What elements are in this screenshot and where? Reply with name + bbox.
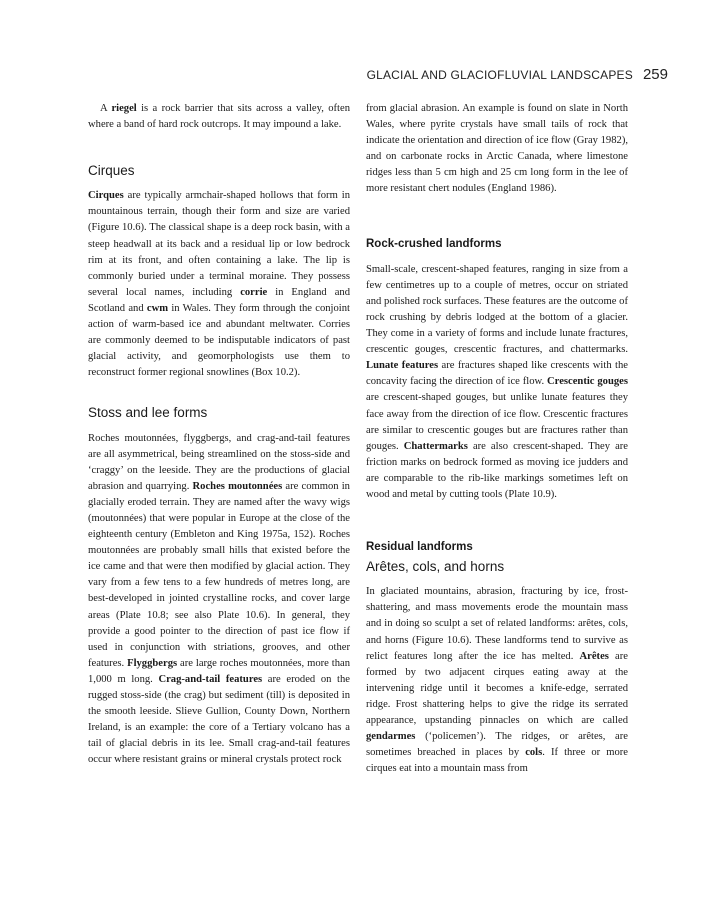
term-corrie: corrie: [240, 286, 268, 298]
term-flyggbergs: Flyggbergs: [127, 657, 178, 669]
heading-aretes-cols-horns: Arêtes, cols, and horns: [366, 559, 505, 575]
running-head-title: GLACIAL AND GLACIOFLUVIAL LANDSCAPES: [366, 68, 633, 82]
term-cirques: Cirques: [88, 190, 124, 202]
riegel-paragraph: A riegel is a rock barrier that sits across a valley, often where a band of hard rock outcrops. It may impound a lake.: [88, 103, 351, 131]
left-column: [88, 101, 350, 768]
right-column: [366, 101, 628, 777]
rock-crushed-paragraph: Small-scale, crescent-shaped features, ranging in size from a few centimetres up to a couple of metres, occur on striated and polished rock surfaces. These features are the outcome of rock crushing by debris lodged at the bottom of a glacier. They come in a variety of forms and include lunate fractures, crescentic gouges, crescentic fractures, and chattermarks. Lunate features are fractures shaped like crescents with the concavity facing the direction of ice flow. Crescentic gouges are crescent-shaped gouges, but unlike lunate features they face away from the direction of ice flow. Crescentic fractures are similar to crescentic gouges but are fractures rather than gouges. Chattermarks are also crescent-shaped. They are friction marks on bedrock formed as moving ice judders and are comparable to the rib-like markings sometimes left on wood and metal by cutting tools (Plate 10.9).: [366, 263, 628, 500]
heading-stoss-lee: Stoss and lee forms: [88, 405, 208, 421]
heading-rock-crushed: Rock-crushed landforms: [366, 237, 502, 250]
term-crescentic-gouges: Crescentic gouges: [547, 376, 628, 388]
continuation-paragraph: from glacial abrasion. An example is found on slate in North Wales, where pyrite crystals have small tails of rock that indicate the orientation and direction of ice flow (Gray 1982), and on carbonate rocks in Arctic Canada, where limestone ridges less than 5 cm high and 25 cm long form in the lee of more resistant chert nodules (England 1986).: [366, 103, 628, 195]
heading-residual-landforms: Residual landforms: [366, 541, 473, 554]
heading-cirques: Cirques: [88, 163, 135, 179]
aretes-paragraph: In glaciated mountains, abrasion, fracturing by ice, frost-shattering, and mass movements erode the mountain mass and in doing so sculpt a set of related landforms: arêtes, cols, and horns (Figure 10.6). These landforms tend to survive as relict features long after the ice has melted. Arêtes are formed by two adjacent cirques eating away at the intervening ridge until it becomes a knife-edge, serrated ridge. Frost shattering helps to give the ridge its serrated appearance, upstanding pinnacles on which are called gendarmes (‘policemen’). The ridges, or arêtes, are sometimes breached in places by cols. If three or more cirques eat into a mountain mass from: [366, 586, 629, 775]
term-riegel: riegel: [111, 103, 137, 114]
term-chattermarks: Chattermarks: [403, 440, 468, 452]
cirques-paragraph: Cirques are typically armchair-shaped hollows that form in mountainous terrain, though their form and size are varied (Figure 10.6). The classical shape is a deep rock basin, with a steep headwall at its back and a residual lip or low bedrock rim at its front, and often containing a lake. The lip is commonly buried under a terminal moraine. They possess several local names, including corrie in England and Scotland and cwm in Wales. They form through the conjoint action of warm-based ice and abundant meltwater. Corries are commonly deemed to be indisputable indicators of past glacial activity, and geomorphologists use them to reconstruct former regional snowlines (Box 10.2).: [88, 190, 350, 379]
stoss-paragraph: Roches moutonnées, flyggbergs, and crag-and-tail features are all asymmetrical, being streamlined on the stoss-side and ‘craggy’ on the leeside. They are the productions of glacial abrasion and quarrying. Roches moutonnées are common in glacially eroded terrain. They are named after the wavy wigs (moutonnées) that were popular in Europe at the close of the eighteenth century (Embleton and King 1975a, 152). Roches moutonnées are probably small hills that existed before the ice came and that were then modified by glacial action. They vary from a few tens to a few hundreds of metres long, are best-developed in jointed crystalline rocks, and cover large areas (Plate 10.8; see also Plate 10.6). In general, they provide a good pointer to the direction of past ice flow if used in conjunction with striations, grooves, and other features. Flyggbergs are large roches moutonnées, more than 1,000 m long. Crag-and-tail features are eroded on the rugged stoss-side (the crag) but sediment (till) is deposited in the smooth leeside. Slieve Gullion, County Down, Northern Ireland, is an example: the core of a Tertiary volcano has a tail of glacial debris in its lee. Small crag-and-tail features occur where resistant grains or mineral crystals protect rock: [88, 432, 350, 766]
running-head: [367, 66, 668, 83]
term-roches-moutonnees: Roches moutonnées: [192, 480, 283, 492]
page-number: 259: [642, 66, 668, 83]
term-lunate-features: Lunate features: [366, 360, 439, 372]
term-crag-and-tail: Crag-and-tail features: [158, 673, 263, 685]
term-cwm: cwm: [146, 302, 169, 314]
term-gendarmes: gendarmes: [366, 731, 416, 743]
term-aretes: Arêtes: [579, 650, 609, 662]
term-cols: cols: [525, 747, 543, 759]
